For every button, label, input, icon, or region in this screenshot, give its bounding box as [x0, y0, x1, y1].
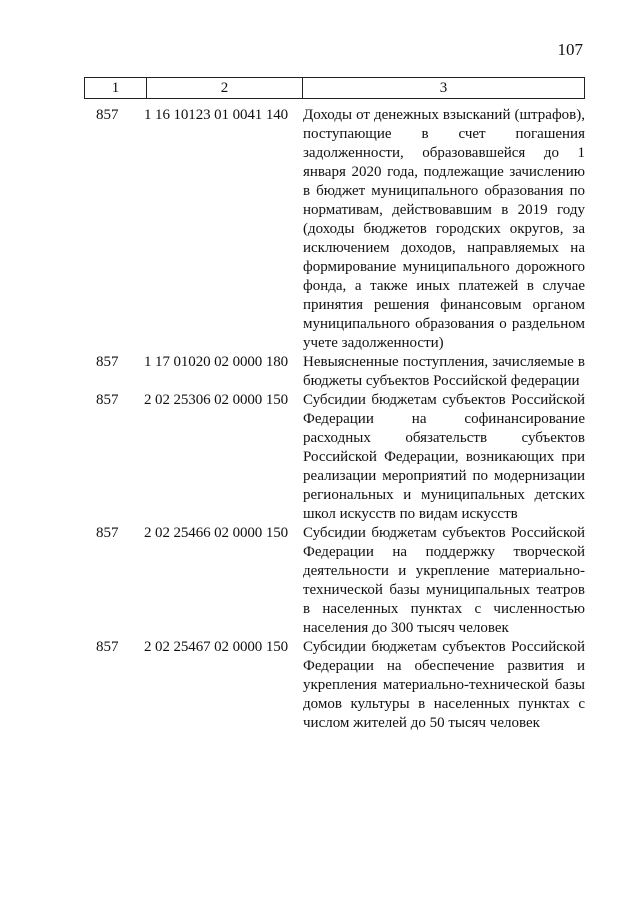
- admin-code: 857: [96, 639, 119, 655]
- table-row: [84, 106, 585, 353]
- table-row: [84, 638, 585, 733]
- income-code: 2 02 25306 02 0000 150: [144, 392, 289, 408]
- admin-code: 857: [96, 354, 119, 370]
- page-number: 107: [557, 40, 583, 59]
- table-body: [84, 106, 585, 733]
- income-code: 1 17 01020 02 0000 180: [144, 354, 289, 370]
- admin-code: 857: [96, 392, 119, 408]
- header-col-1: 1: [84, 78, 146, 98]
- income-code: 2 02 25466 02 0000 150: [144, 525, 289, 541]
- income-description: Субсидии бюджетам субъектов Российской Федерации на поддержку творческой деятельности и укрепление материально-технической базы муниципальных театров в населенных пунктах с численностью населения до 300 тысяч человек: [303, 525, 585, 636]
- table-row: [84, 353, 585, 391]
- income-code: 2 02 25467 02 0000 150: [144, 639, 289, 655]
- income-description: Субсидии бюджетам субъектов Российской Федерации на софинансирование расходных обязательств субъектов Российской Федерации, возникающих при реализации мероприятий по модернизации региональных и муниципальных детских школ искусств по видам искусств: [303, 392, 585, 522]
- income-description: Невыясненные поступления, зачисляемые в бюджеты субъектов Российской федерации: [303, 354, 585, 389]
- table-row: [84, 391, 585, 524]
- header-col-3: 3: [302, 78, 585, 98]
- admin-code: 857: [96, 107, 119, 123]
- income-description: Субсидии бюджетам субъектов Российской Федерации на обеспечение развития и укрепления материально-технической базы домов культуры в населенных пунктах с числом жителей до 50 тысяч человек: [303, 639, 585, 731]
- header-col-2: 2: [146, 78, 302, 98]
- table-header: [84, 77, 585, 99]
- table-row: [84, 524, 585, 638]
- income-code: 1 16 10123 01 0041 140: [144, 107, 289, 123]
- income-description: Доходы от денежных взысканий (штрафов), поступающие в счет погашения задолженности, образовавшейся до 1 января 2020 года, подлежащие зачислению в бюджет муниципального образования по нормативам, действовавшим в 2019 году (доходы бюджетов городских округов, за исключением доходов, направляемых на формирование муниципального дорожного фонда, а также иных платежей в случае принятия решения финансовым органом муниципального образования о раздельном учете задолженности): [303, 107, 585, 351]
- admin-code: 857: [96, 525, 119, 541]
